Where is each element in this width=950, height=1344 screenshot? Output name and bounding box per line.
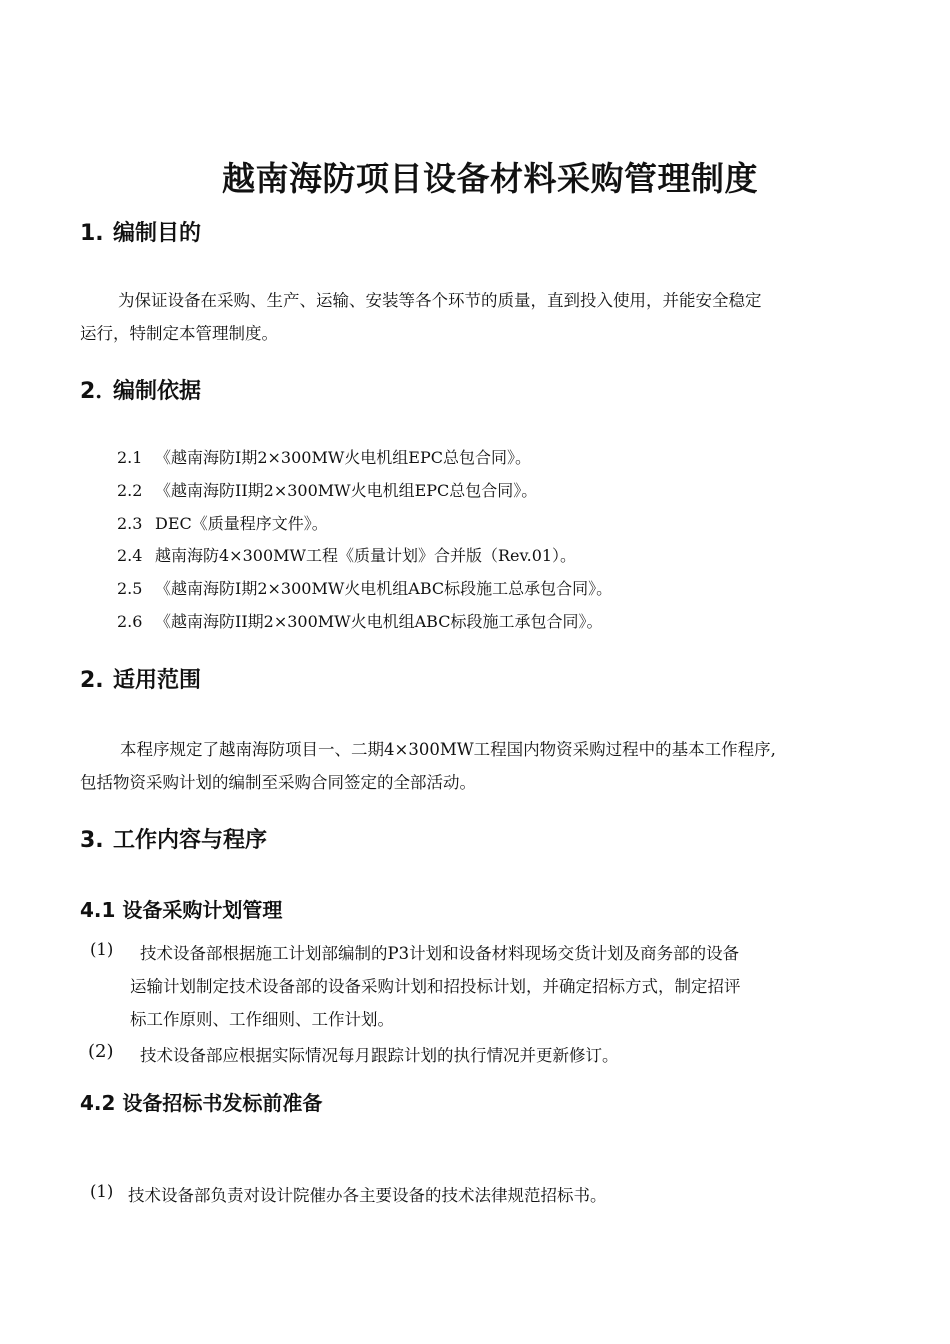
list-item-text: 技术设备部应根据实际情况每月跟踪计划的执行情况并更新修订。 xyxy=(140,1046,619,1065)
section-number: 2． xyxy=(80,379,118,404)
section-number: 1. xyxy=(80,221,104,246)
reference-text: 《越南海防II期2×300MW火电机组ABC标段施工承包合同》。 xyxy=(155,612,603,631)
reference-item xyxy=(117,576,612,599)
list-item-number: (2) xyxy=(88,1041,114,1062)
purpose-paragraph-line2: 运行，特制定本管理制度。 xyxy=(80,324,278,343)
subsection-heading-bid-preparation: 4.2 设备招标书发标前准备 xyxy=(80,1091,323,1115)
section-heading-scope xyxy=(80,663,201,694)
list-item-line3: 标工作原则、工作细则、工作计划。 xyxy=(130,1010,394,1029)
section-title: 编制依据 xyxy=(113,379,202,404)
reference-number: 2.3 xyxy=(117,514,143,533)
reference-text: 《越南海防Ⅰ期2×300MW火电机组ABC标段施工总承包合同》。 xyxy=(155,579,613,598)
reference-number: 2.1 xyxy=(117,448,143,467)
reference-number: 2.2 xyxy=(117,481,143,500)
reference-number: 2.6 xyxy=(117,612,143,631)
section-number: 3. xyxy=(80,828,104,853)
document-title: 越南海防项目设备材料采购管理制度 xyxy=(222,159,758,198)
list-item-number: (1) xyxy=(90,1182,114,1201)
section-title: 工作内容与程序 xyxy=(113,828,268,853)
section-heading-purpose xyxy=(80,216,201,247)
scope-paragraph-line2: 包括物资采购计划的编制至采购合同签定的全部活动。 xyxy=(80,773,476,792)
section-heading-basis xyxy=(80,374,201,405)
list-item-line2: 运输计划制定技术设备部的设备采购计划和招投标计划，并确定招标方式，制定招评 xyxy=(130,977,741,996)
section-title: 适用范围 xyxy=(113,668,202,693)
section-heading-work-content xyxy=(80,823,267,854)
reference-item xyxy=(117,609,602,632)
reference-text: 《越南海防II期2×300MW火电机组EPC总包合同》。 xyxy=(155,481,538,500)
reference-item xyxy=(117,478,537,501)
reference-item xyxy=(117,511,328,534)
reference-item xyxy=(117,445,531,468)
section-title: 编制目的 xyxy=(113,221,202,246)
list-item-text: 技术设备部负责对设计院催办各主要设备的技术法律规范招标书。 xyxy=(128,1186,607,1205)
reference-text: 越南海防4×300MW工程《质量计划》合并版（Rev.01）。 xyxy=(155,546,577,565)
scope-paragraph-line1: 本程序规定了越南海防项目一、二期4×300MW工程国内物资采购过程中的基本工作程序, xyxy=(120,740,776,759)
subsection-heading-procurement-plan: 4.1 设备采购计划管理 xyxy=(80,898,283,922)
list-item-line1: 技术设备部根据施工计划部编制的P3计划和设备材料现场交货计划及商务部的设备 xyxy=(140,944,740,963)
purpose-paragraph-line1: 为保证设备在采购、生产、运输、安装等各个环节的质量，直到投入使用，并能安全稳定 xyxy=(118,291,762,310)
reference-text: 《越南海防Ⅰ期2×300MW火电机组EPC总包合同》。 xyxy=(155,448,531,467)
list-item-number: (1) xyxy=(90,940,114,959)
section-number: 2. xyxy=(80,668,104,693)
reference-number: 2.4 xyxy=(117,546,143,565)
reference-item xyxy=(117,543,576,566)
reference-number: 2.5 xyxy=(117,579,143,598)
reference-text: DEC《质量程序文件》。 xyxy=(155,514,328,533)
